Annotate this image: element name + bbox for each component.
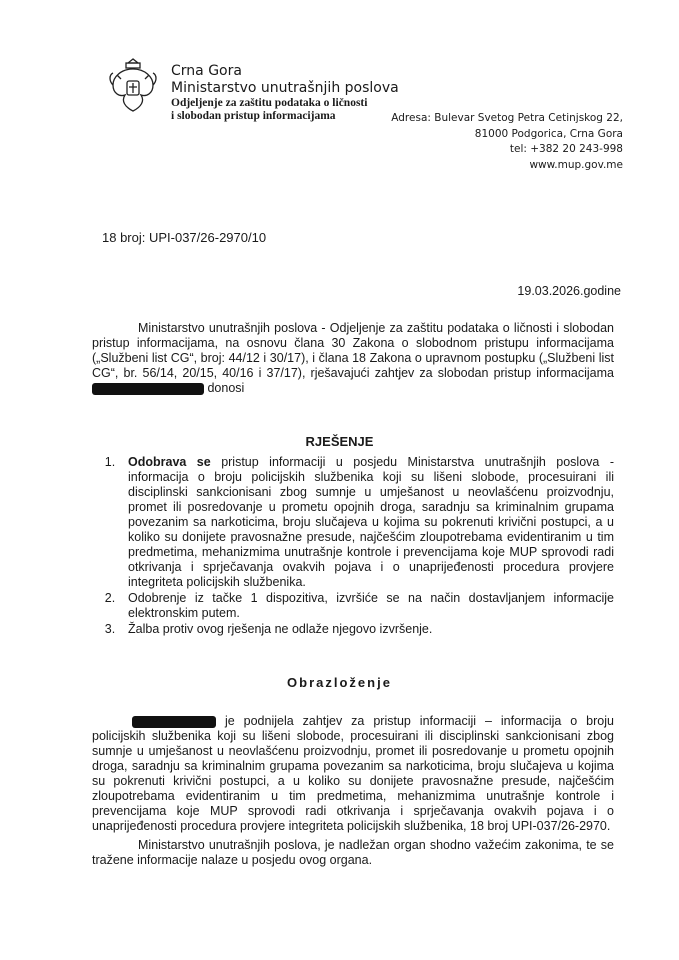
header-department-line2: i slobodan pristup informacijama <box>171 110 336 122</box>
address-phone: tel: +382 20 243-998 <box>509 143 623 155</box>
reasoning-title: Obrazloženje <box>287 675 392 690</box>
redacted-name <box>92 383 204 395</box>
intro-paragraph <box>92 321 614 396</box>
address-block <box>391 111 623 173</box>
list-item <box>92 622 614 637</box>
item-bold: Odobrava se <box>128 455 211 469</box>
intro-ending: donosi <box>207 381 245 395</box>
decision-title: RJEŠENJE <box>305 434 374 449</box>
address-line2: 81000 Podgorica, Crna Gora <box>474 127 623 140</box>
item-text: Žalba protiv ovog rješenja ne odlaže njegovo izvršenje. <box>128 622 433 636</box>
reference-number: 18 broj: UPI-037/26-2970/10 <box>102 230 267 245</box>
header-ministry: Ministarstvo unutrašnjih poslova <box>171 80 399 96</box>
header-country: Crna Gora <box>171 63 242 79</box>
list-item <box>92 455 614 590</box>
address-web: www.mup.gov.me <box>529 158 623 171</box>
item-number: 1. <box>104 455 116 469</box>
list-item <box>92 591 614 621</box>
item-text: pristup informaciji u posjedu Ministarstva unutrašnjih poslova - informacija o broju policijskih službenika koji su lišeni slobode, procesuirani ili disciplinski sankcionisani zbog sumnje u umješanost u neovlašćenu proizvodnju, promet ili posredovanje u prometu opojnih droga, saradnju sa kriminalnim grupama povezanim sa narkoticima, broju slučajeva u kojima su pokrenuti krivični postupci, a u koliko su donijete pravosnažne presude, najčešćim zloupotrebama evidentiranim u tim predmetima, mehanizmima unutrašnje kontrole i prevencijama koje MUP sprovodi radi otkrivanja i sprječavanja ovakvih pojava i o unaprijeđenosti procedura provjere integriteta policijskih službenika. <box>128 455 614 589</box>
address-line1: Adresa: Bulevar Svetog Petra Cetinjskog 22, <box>391 112 623 124</box>
decision-list <box>92 455 614 638</box>
coat-of-arms-icon <box>107 55 159 115</box>
reasoning-paragraph-1 <box>92 714 614 834</box>
intro-text: Ministarstvo unutrašnjih poslova - Odjeljenje za zaštitu podataka o ličnosti i slobodan pristup informacijama, na osnovu člana 30 Zakona o slobodnom pristupu informacijama („Službeni list CG“, broj: 44/12 i 30/17), i člana 18 Zakona o upravnom postupku („Službeni list CG“, br. 56/14, 20/15, 40/16 i 37/17), rješavajući zahtjev za slobodan pristup informacijama <box>92 321 614 380</box>
item-text: Odobrenje iz tačke 1 dispozitiva, izvršiće se na način dostavljanjem informacije elektronskim putem. <box>128 591 614 620</box>
reasoning-paragraph-2: Ministarstvo unutrašnjih poslova, je nadležan organ shodno važećim zakonima, te se tražene informacije nalaze u posjedu ovog organa. <box>92 838 614 867</box>
item-number: 2. <box>104 591 116 605</box>
document-date: 19.03.2026.godine <box>517 284 621 298</box>
item-number: 3. <box>104 622 116 636</box>
header-department-line1: Odjeljenje za zaštitu podataka o ličnosti <box>171 97 368 109</box>
redacted-name <box>132 716 216 728</box>
header-organization <box>171 63 399 123</box>
reasoning-text-1: je podnijela zahtjev za pristup informaciji – informacija o broju policijskih službenika koji su lišeni slobode, procesuirani ili disciplinski sankcionisani zbog sumnje u umješanost u neovlašćenu proizvodnju, promet ili posredovanje u prometu opojnih droga, saradnju sa kriminalnim grupama povezanim sa narkoticima, broju slučajeva u kojima su pokrenuti krivični postupci, a u koliko su donijete pravosnažne presude, najčešćim zloupotrebama evidentiranim u tim predmetima, mehanizmima unutrašnje kontrole i prevencijama koje MUP sprovodi radi otkrivanja i sprječavanja ovakvih pojava i o unaprijeđenosti procedura provjere integriteta policijskih službenika, 18 broj UPI-037/26-2970. <box>92 714 614 833</box>
